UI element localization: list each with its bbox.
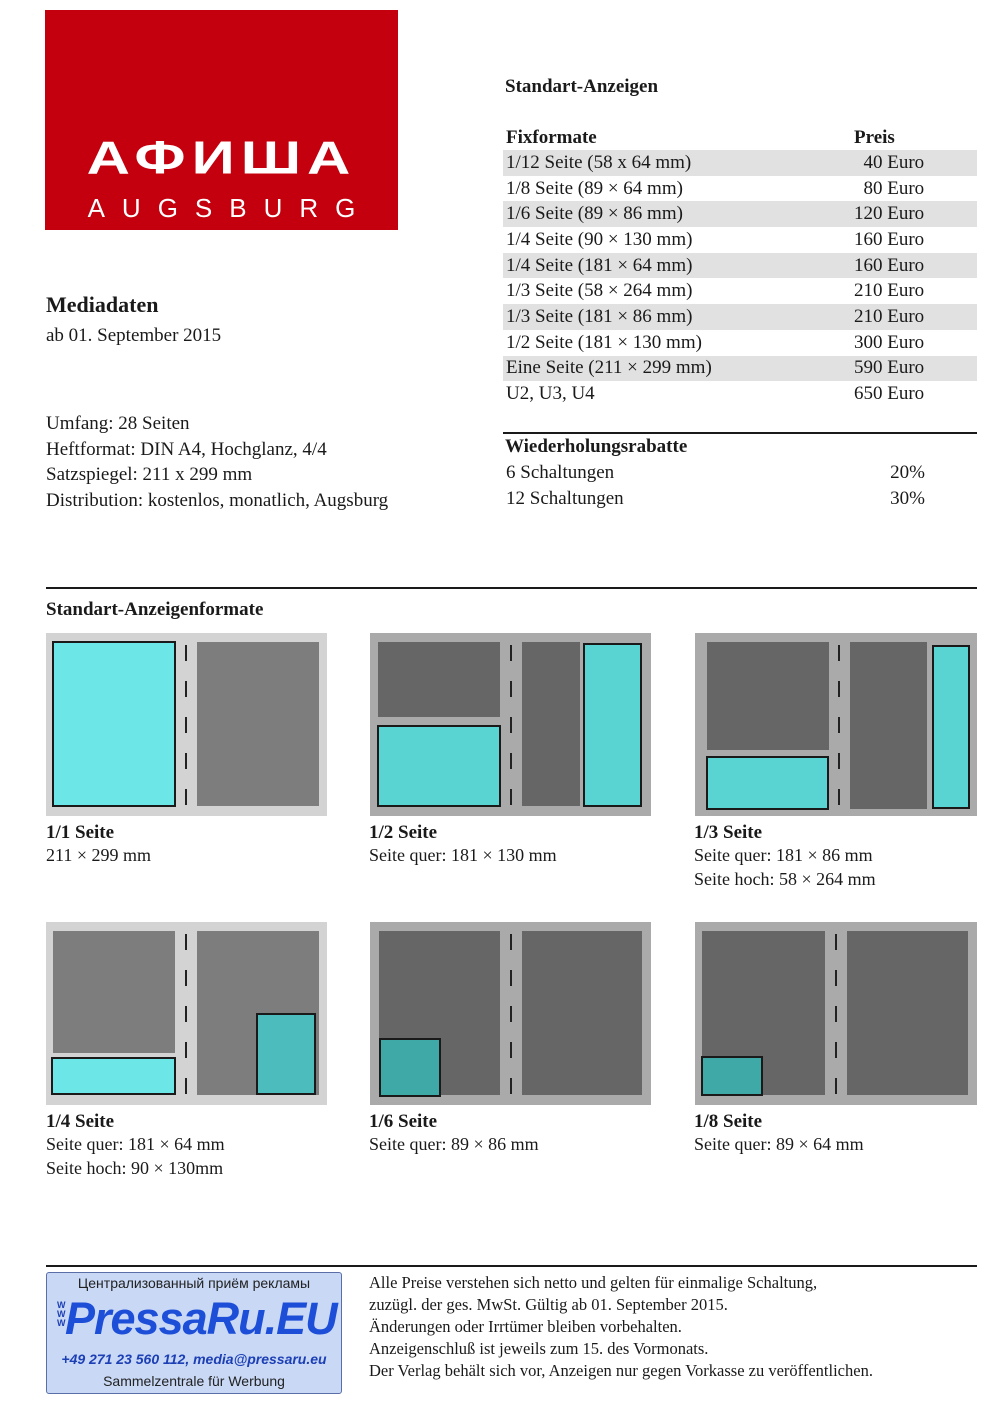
info-line: Distribution: kostenlos, monatlich, Augsburg bbox=[46, 490, 389, 512]
price-value: 40 Euro bbox=[851, 150, 977, 176]
media-date: ab 01. September 2015 bbox=[46, 325, 222, 346]
format-caption bbox=[46, 1111, 225, 1180]
price-format: 1/3 Seite (181 × 86 mm) bbox=[503, 304, 851, 330]
format-size: Seite quer: 89 × 86 mm bbox=[369, 1134, 539, 1154]
rabatte-value: 30% bbox=[890, 488, 925, 509]
ad-area bbox=[378, 726, 500, 806]
price-value: 650 Euro bbox=[854, 383, 925, 405]
footer-line: Änderungen oder Irrtümer bleiben vorbehalten. bbox=[369, 1317, 682, 1336]
format-title: 1/2 Seite bbox=[369, 822, 438, 843]
format-caption bbox=[46, 822, 151, 868]
format-caption bbox=[369, 1111, 539, 1157]
price-value: 590 Euro bbox=[851, 356, 977, 382]
divider bbox=[46, 1265, 977, 1267]
ad-area bbox=[584, 644, 641, 806]
price-format: 1/12 Seite (58 x 64 mm) bbox=[503, 150, 851, 176]
format-size: Seite hoch: 90 × 130mm bbox=[46, 1157, 224, 1178]
rabatte-title: Wiederholungsrabatte bbox=[505, 436, 688, 457]
stamp-top-text: Централизованный приём рекламы bbox=[77, 1275, 311, 1291]
price-format: 1/3 Seite (58 × 264 mm) bbox=[506, 280, 693, 302]
info-line: Heftformat: DIN A4, Hochglanz, 4/4 bbox=[46, 438, 327, 460]
price-section-title: Standart-Anzeigen bbox=[505, 76, 659, 97]
format-diagram-half bbox=[370, 633, 651, 816]
stamp-logo: PressaRu.EU bbox=[65, 1293, 337, 1344]
format-size: Seite quer: 181 × 64 mm bbox=[46, 1134, 225, 1154]
format-title: 1/1 Seite bbox=[46, 822, 115, 843]
info-line: Satzspiegel: 211 x 299 mm bbox=[46, 464, 253, 486]
price-value: 210 Euro bbox=[854, 280, 925, 302]
format-diagram-sixth bbox=[370, 922, 651, 1105]
price-format: 1/8 Seite (89 × 64 mm) bbox=[506, 177, 683, 199]
price-format: 1/4 Seite (181 × 64 mm) bbox=[503, 253, 851, 279]
format-title: 1/4 Seite bbox=[46, 1111, 115, 1132]
format-size: Seite quer: 181 × 86 mm bbox=[694, 845, 873, 865]
price-format: U2, U3, U4 bbox=[506, 383, 595, 405]
format-diagram-quarter bbox=[46, 922, 327, 1105]
media-title: Mediadaten bbox=[46, 292, 159, 317]
price-format: 1/6 Seite (89 × 86 mm) bbox=[503, 201, 851, 227]
format-size: Seite hoch: 58 × 264 mm bbox=[694, 868, 876, 889]
logo-wordmark: АФИША bbox=[86, 131, 357, 184]
price-value: 210 Euro bbox=[851, 304, 977, 330]
format-size: Seite quer: 181 × 130 mm bbox=[369, 845, 557, 865]
format-title: 1/6 Seite bbox=[369, 1111, 438, 1132]
footer-line: Alle Preise verstehen sich netto und gelten für einmalige Schaltung, bbox=[369, 1273, 818, 1292]
info-line: Umfang: 28 Seiten bbox=[46, 413, 190, 434]
footer-notes bbox=[369, 1272, 873, 1382]
rabatte-label: 6 Schaltungen bbox=[506, 462, 615, 483]
rabatte-label: 12 Schaltungen bbox=[506, 488, 624, 509]
col-price-header: Preis bbox=[854, 126, 895, 148]
format-title: 1/8 Seite bbox=[694, 1111, 763, 1132]
ad-area bbox=[380, 1039, 440, 1096]
formats-title: Standart-Anzeigenformate bbox=[46, 599, 264, 620]
format-caption bbox=[694, 822, 876, 891]
ad-area bbox=[707, 757, 828, 809]
format-size: Seite quer: 89 × 64 mm bbox=[694, 1134, 864, 1154]
format-diagram-full bbox=[46, 633, 327, 816]
format-diagram-eighth bbox=[695, 922, 977, 1105]
footer-line: Der Verlag behält sich vor, Anzeigen nur gegen Vorkasse zu veröffentlichen. bbox=[369, 1361, 873, 1380]
price-format: 1/4 Seite (90 × 130 mm) bbox=[506, 228, 693, 250]
stamp-bottom-text: Sammelzentrale für Werbung bbox=[103, 1373, 285, 1389]
ad-area bbox=[53, 642, 175, 806]
format-caption bbox=[694, 1111, 864, 1157]
format-caption bbox=[369, 822, 557, 868]
format-diagram-third bbox=[695, 633, 977, 816]
stamp-contact: +49 271 23 560 112, media@pressaru.eu bbox=[61, 1351, 327, 1367]
price-value: 160 Euro bbox=[854, 228, 925, 250]
price-value: 300 Euro bbox=[854, 331, 925, 353]
price-value: 160 Euro bbox=[851, 253, 977, 279]
price-format: Eine Seite (211 × 299 mm) bbox=[503, 356, 851, 382]
ad-area bbox=[52, 1058, 175, 1094]
format-size: 211 × 299 mm bbox=[46, 845, 151, 865]
price-value: 120 Euro bbox=[851, 201, 977, 227]
ad-area bbox=[702, 1057, 762, 1095]
footer-line: Anzeigenschluß ist jeweils zum 15. des Vormonats. bbox=[369, 1339, 709, 1358]
ad-area bbox=[933, 646, 969, 808]
format-title: 1/3 Seite bbox=[694, 822, 763, 843]
pressaru-stamp bbox=[46, 1272, 342, 1394]
footer-line: zuzügl. der ges. MwSt. Gültig ab 01. September 2015. bbox=[369, 1295, 728, 1314]
ad-area bbox=[257, 1014, 315, 1094]
col-format-header: Fixformate bbox=[506, 126, 597, 148]
price-value: 80 Euro bbox=[854, 177, 925, 199]
logo-city: AUGSBURG bbox=[87, 193, 373, 223]
stamp-www: WWW bbox=[57, 1300, 66, 1328]
price-format: 1/2 Seite (181 × 130 mm) bbox=[506, 331, 702, 353]
rabatte-value: 20% bbox=[890, 462, 925, 483]
